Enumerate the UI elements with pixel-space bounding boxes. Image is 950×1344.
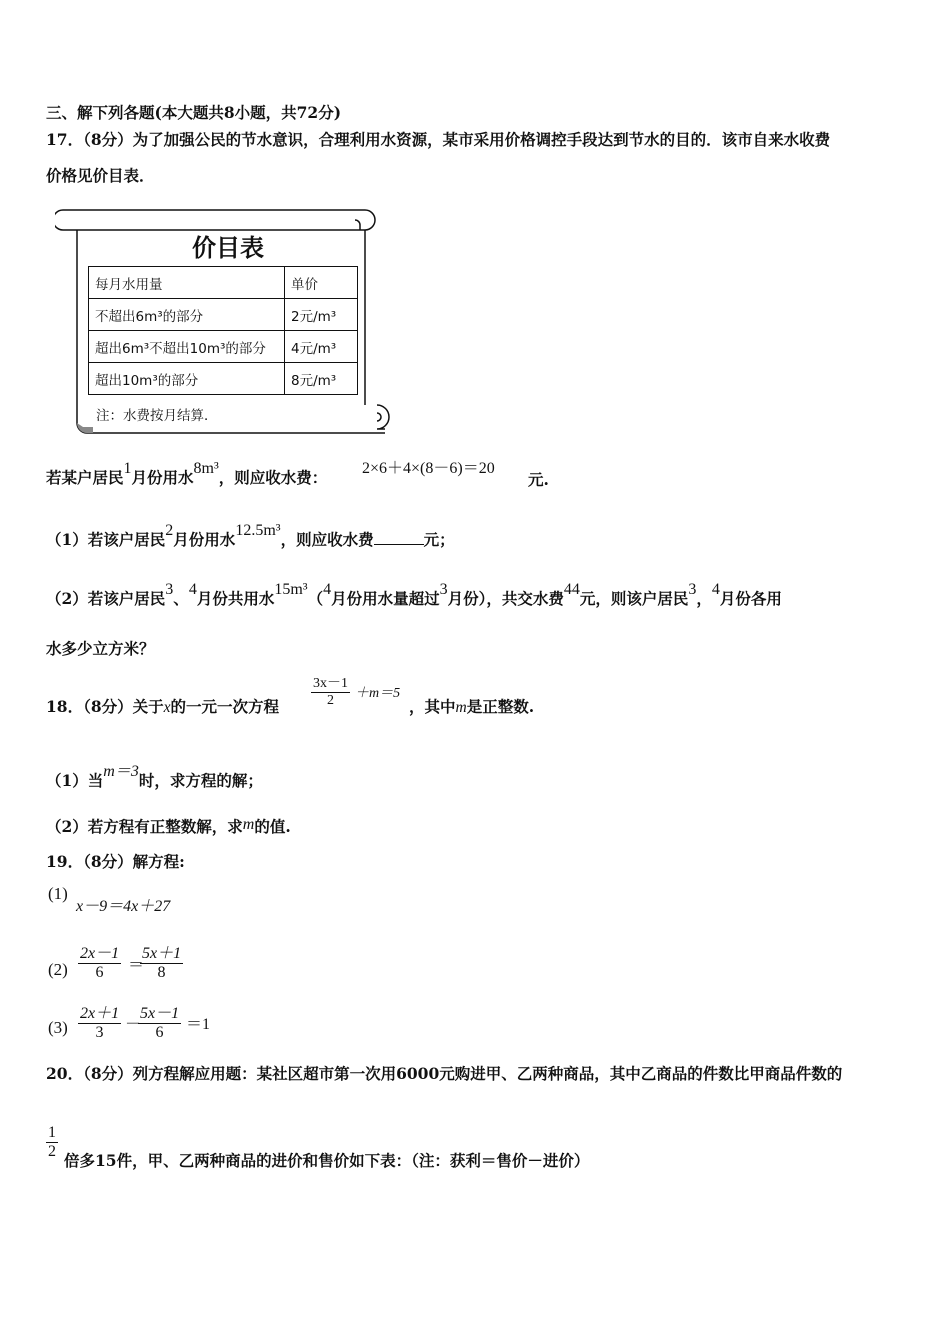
table-row — [89, 363, 358, 395]
q18-stem-a: 18．（8分）关于x的一元一次方程 — [46, 697, 280, 716]
price-table — [88, 266, 358, 395]
q19-eq2-left-fraction: $\frac{2x-1}{6}$ — [80, 945, 120, 981]
q19-eq3-rhs: ＝1 — [186, 1016, 211, 1033]
price-table-note: 注：水费按月结算． — [96, 408, 218, 424]
q17-part1: （1）若该户居民2月份用水12.5m³，则应收水费 元； — [46, 522, 455, 549]
q17-intro-line1: 17．（8分）为了加强公民的节水意识，合理利用水资源，某市采用价格调控手段达到节水的目的．该市自来水收费 — [46, 130, 831, 149]
table-row — [89, 331, 358, 363]
q19-eq1-expr: x－9＝4x＋27 — [76, 898, 171, 915]
q17-example-unit: 元. — [528, 470, 549, 489]
q19-eq3-right-fraction: $\frac{5x-1}{6}$ — [140, 1005, 180, 1041]
q17-part2-line1: （2）若该户居民3、4月份共用水15m³（4月份用水量超过3月份），共交水费44元，则该户居民3，4月份各用 — [46, 581, 782, 608]
q19-eq2-right-fraction: $\frac{5x+1}{8}$ — [142, 945, 182, 981]
table-row — [89, 267, 358, 299]
q20-line1: 20．（8分）列方程解应用题：某社区超市第一次用6000元购进甲、乙两种商品，其中乙商品的件数比甲商品件数的 — [46, 1064, 843, 1083]
q20-fraction: $\frac{1}{2}$ — [48, 1124, 56, 1160]
q19-eq3-left-fraction: $\frac{2x+1}{3}$ — [80, 1005, 120, 1041]
q17-intro-line2: 价格见价目表． — [46, 166, 155, 185]
table-header: 每月水用量 — [89, 267, 285, 299]
q19-eq3-label: (3) — [48, 1018, 68, 1037]
q19-eq2-label: (2) — [48, 960, 68, 979]
q20-line2: 倍多15件，甲、乙两种商品的进价和售价如下表：（注：获利＝售价－进价） — [64, 1151, 590, 1170]
table-row — [89, 299, 358, 331]
q18-equation-rest: ＋m＝5 — [355, 686, 401, 701]
q19-title: 19．（8分）解方程: — [46, 852, 185, 871]
section-header: 三、解下列各题(本大题共8小题，共72分) — [46, 103, 342, 122]
table-cell: 超出6m³不超出10m³的部分 — [89, 331, 285, 363]
q19-eq1-label: (1) — [48, 884, 68, 903]
q17-example-formula: 2×6＋4×(8－6)＝20 — [362, 460, 495, 477]
q18-part1: （1）当m＝3时，求方程的解； — [46, 763, 263, 790]
q17-part2-line2: 水多少立方米？ — [46, 639, 155, 658]
q18-part2: （2）若方程有正整数解，求m的值. — [46, 816, 291, 836]
table-cell: 8元∕m³ — [285, 363, 358, 395]
q18-equation-fraction: $\frac{3x-1}{2}$ — [313, 676, 348, 708]
table-header: 单价 — [285, 267, 358, 299]
q18-stem-b: ，其中m是正整数. — [409, 697, 535, 716]
q17-example: 若某户居民1月份用水8m³，则应收水费： — [46, 460, 328, 487]
answer-blank[interactable] — [374, 530, 424, 545]
table-cell: 不超出6m³的部分 — [89, 299, 285, 331]
table-cell: 超出10m³的部分 — [89, 363, 285, 395]
q19-eq2-op: ＝ — [128, 957, 145, 974]
table-cell: 4元∕m³ — [285, 331, 358, 363]
table-cell: 2元∕m³ — [285, 299, 358, 331]
price-table-title: 价目表 — [192, 234, 264, 262]
q19-eq3-op: － — [125, 1016, 142, 1033]
